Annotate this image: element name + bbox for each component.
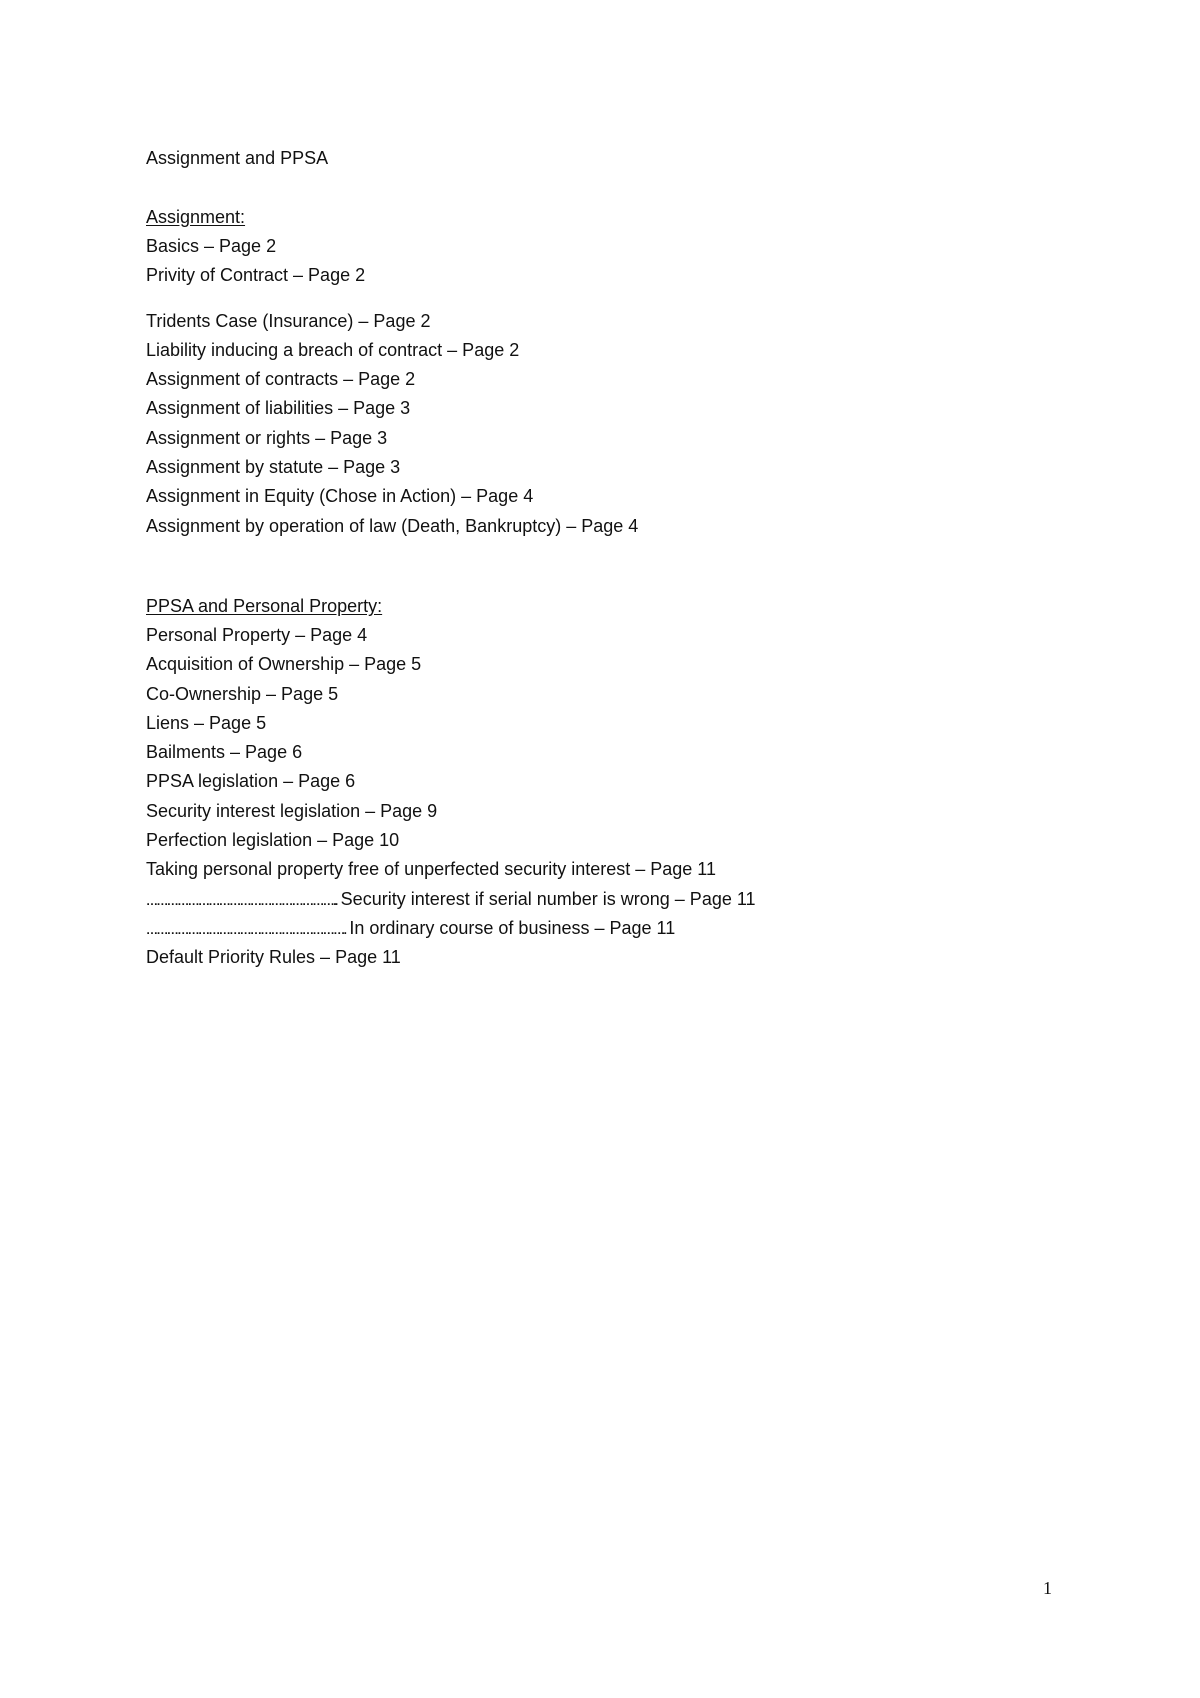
toc-item: Assignment of liabilities – Page 3	[146, 398, 411, 419]
dot-leader: ………………………………………………..	[146, 893, 337, 908]
toc-item: Personal Property – Page 4	[146, 625, 368, 645]
toc-item: Bailments – Page 6	[146, 742, 303, 763]
toc-item: Privity of Contract – Page 2	[146, 265, 366, 286]
toc-item: Security interest legislation – Page 9	[146, 800, 438, 821]
section-heading: PPSA and Personal Property:	[146, 596, 383, 616]
toc-subitem: …………………………………………………. In ordinary course of business – Page 11	[146, 917, 676, 938]
toc-item: Perfection legislation – Page 10	[146, 830, 400, 851]
toc-item: Basics – Page 2	[146, 236, 277, 256]
toc-item: Assignment or rights – Page 3	[146, 427, 388, 448]
toc-item: Default Priority Rules – Page 11	[146, 947, 401, 968]
toc-item: Liability inducing a breach of contract – Page 2	[146, 339, 520, 360]
toc-item: Assignment by statute – Page 3	[146, 457, 401, 478]
dot-leader: ………………………………………………….	[146, 922, 346, 937]
toc-list	[146, 235, 638, 544]
toc-item: PPSA legislation – Page 6	[146, 771, 356, 792]
section-ppsa	[146, 595, 756, 976]
document-title: Assignment and PPSA	[146, 148, 329, 168]
toc-item: Co-Ownership – Page 5	[146, 683, 339, 704]
toc-subitem: ……………………………………………….. Security interest if serial number is wrong – Page 11	[146, 888, 756, 909]
section-assignment	[146, 206, 638, 544]
toc-item: Assignment by operation of law (Death, Bankruptcy) – Page 4	[146, 515, 639, 536]
toc-item: Assignment in Equity (Chose in Action) – Page 4	[146, 486, 534, 507]
toc-item: Tridents Case (Insurance) – Page 2	[146, 310, 431, 331]
toc-item: Acquisition of Ownership – Page 5	[146, 654, 422, 675]
toc-item: Assignment of contracts – Page 2	[146, 369, 416, 390]
toc-item: Taking personal property free of unperfected security interest – Page 11	[146, 859, 716, 880]
section-heading: Assignment:	[146, 207, 246, 227]
toc-list	[146, 624, 756, 976]
toc-item: Liens – Page 5	[146, 712, 267, 733]
page-number: 1	[1043, 1578, 1052, 1598]
